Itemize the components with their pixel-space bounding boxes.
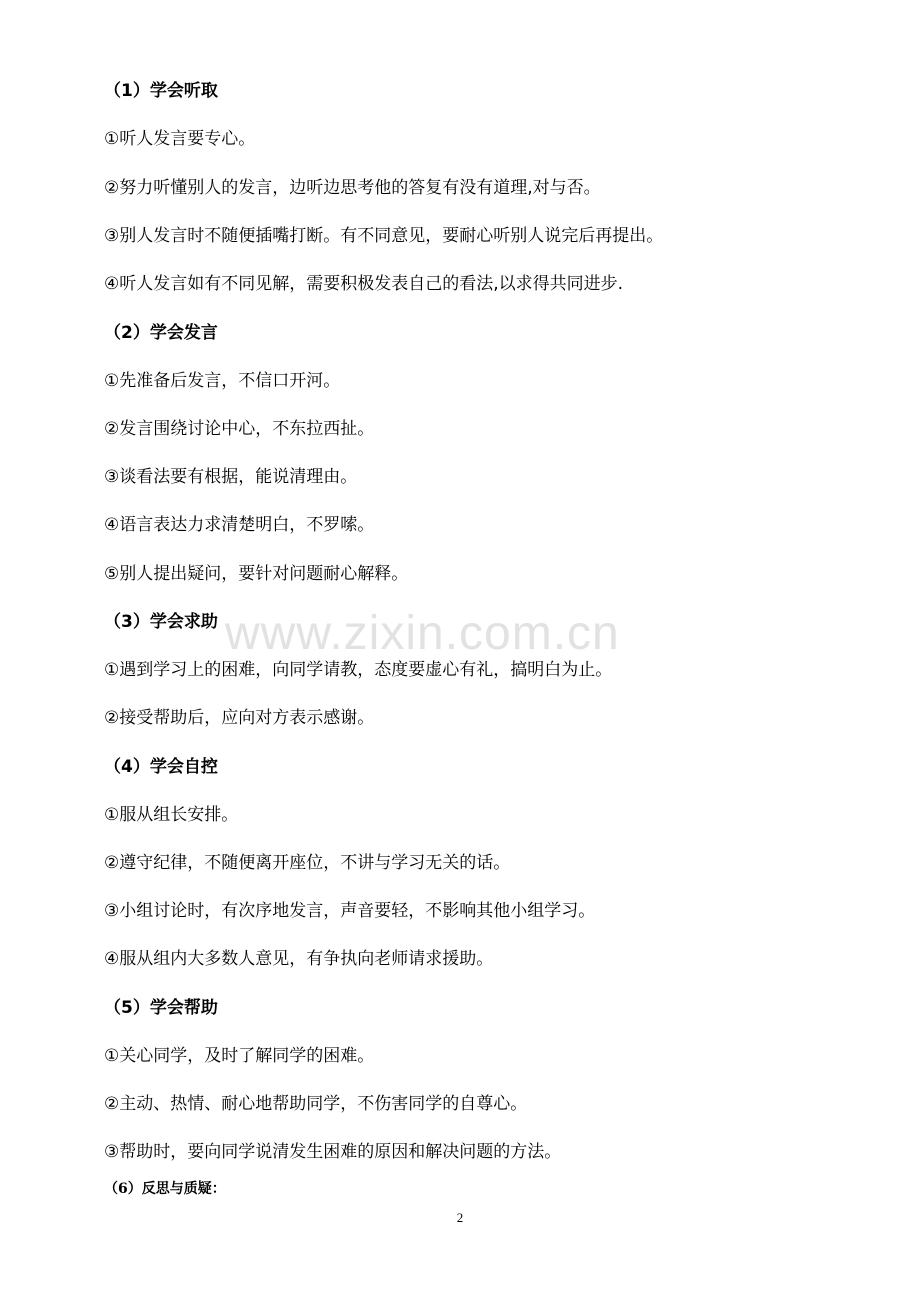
list-item: ③帮助时，要向同学说清发生困难的原因和解决问题的方法。: [104, 1142, 562, 1162]
list-item: ④语言表达力求清楚明白，不罗嗦。: [104, 515, 375, 535]
list-item: ②遵守纪律，不随便离开座位，不讲与学习无关的话。: [104, 853, 511, 873]
section-heading-2: （2）学会发言: [104, 323, 218, 343]
list-item: ②接受帮助后，应向对方表示感谢。: [104, 708, 375, 728]
list-item: ④听人发言如有不同见解，需要积极发表自己的看法,以求得共同进步.: [104, 274, 624, 294]
list-item: ①遇到学习上的困难，向同学请教，态度要虚心有礼，搞明白为止。: [104, 660, 613, 680]
list-item: ③别人发言时不随便插嘴打断。有不同意见，要耐心听别人说完后再提出。: [104, 226, 664, 246]
list-item: ②发言围绕讨论中心，不东拉西扯。: [104, 419, 375, 439]
list-item: ①服从组长安排。: [104, 805, 239, 825]
list-item: ②主动、热情、耐心地帮助同学，不伤害同学的自尊心。: [104, 1094, 528, 1114]
list-item: ④服从组内大多数人意见，有争执向老师请求援助。: [104, 949, 494, 969]
list-item: ①先准备后发言，不信口开河。: [104, 371, 341, 391]
watermark: www.zixin.com.cn: [225, 607, 620, 660]
list-item: ⑤别人提出疑问，要针对问题耐心解释。: [104, 564, 409, 584]
list-item: ①关心同学，及时了解同学的困难。: [104, 1046, 375, 1066]
section-heading-1: （1）学会听取: [104, 81, 218, 101]
list-item: ③谈看法要有根据，能说清理由。: [104, 467, 358, 487]
section-heading-6: （6）反思与质疑：: [104, 1181, 226, 1197]
list-item: ①听人发言要专心。: [104, 129, 256, 149]
section-heading-4: （4）学会自控: [104, 757, 218, 777]
list-item: ③小组讨论时，有次序地发言，声音要轻，不影响其他小组学习。: [104, 901, 596, 921]
section-heading-5: （5）学会帮助: [104, 998, 218, 1018]
section-heading-3: （3）学会求助: [104, 612, 218, 632]
page-number: 2: [456, 1210, 464, 1225]
list-item: ②努力听懂别人的发言，边听边思考他的答复有没有道理,对与否。: [104, 178, 601, 198]
